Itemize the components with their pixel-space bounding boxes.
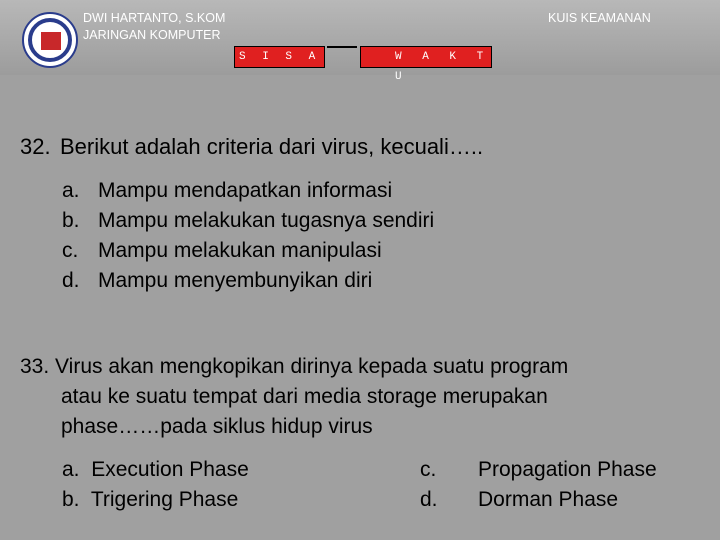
option-b[interactable]: b. Mampu melakukan tugasnya sendiri	[62, 209, 435, 232]
course-name: JARINGAN KOMPUTER	[83, 28, 221, 42]
question-text-line: phase……pada siklus hidup virus	[61, 415, 373, 438]
question-text: Berikut adalah criteria dari virus, kecuali…..	[60, 134, 484, 159]
option-c[interactable]: c. Mampu melakukan manipulasi	[62, 239, 382, 262]
author-name: DWI HARTANTO, S.KOM	[83, 11, 226, 25]
school-logo	[22, 12, 78, 68]
question-text-line: 33. Virus akan mengkopikan dirinya kepada suatu program	[20, 355, 569, 378]
waktu-box: W A K T U	[360, 46, 492, 68]
option-d[interactable]: d. Dorman Phase	[420, 488, 619, 511]
option-a[interactable]: a. Mampu mendapatkan informasi	[62, 179, 393, 202]
sisa-box: S I S A	[234, 46, 325, 68]
option-d[interactable]: d. Mampu menyembunyikan diri	[62, 269, 373, 292]
question-33-options-left	[62, 455, 249, 515]
option-a[interactable]: a. Execution Phase	[62, 458, 249, 481]
logo-mark-icon	[41, 32, 61, 50]
question-32-options	[62, 176, 434, 296]
option-c[interactable]: c. Propagation Phase	[420, 458, 657, 481]
header-bar	[0, 0, 720, 83]
quiz-title: KUIS KEAMANAN	[548, 11, 651, 25]
question-33	[20, 352, 710, 442]
option-b[interactable]: b. Trigering Phase	[62, 488, 239, 511]
question-32	[20, 132, 483, 162]
timer-divider	[327, 46, 357, 48]
question-text-line: atau ke suatu tempat dari media storage merupakan	[61, 385, 548, 408]
question-number: 32.	[20, 134, 51, 159]
question-33-options-right	[420, 455, 657, 515]
